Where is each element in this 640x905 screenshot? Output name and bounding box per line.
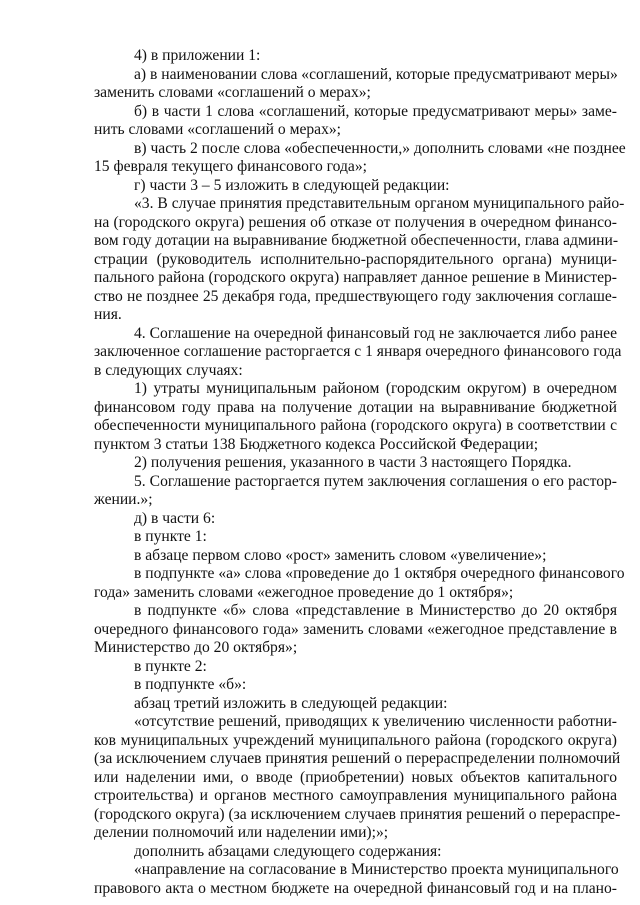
text-line: вом году дотации на выравнивание бюджетной обеспеченности, глава админи- [94,232,619,249]
text-line: правового акта о местном бюджете на очередной финансовый год и на плано- [94,879,617,897]
text-line: года» заменить словами «ежегодное проведение до 1 октября»; [94,583,514,601]
text-line: строительства) и органов местного самоуправления муниципального района [94,787,617,804]
text-line: в) часть 2 после слова «обеспеченности,» дополнить словами «не позднее [134,139,626,157]
text-line: а) в наименовании слова «соглашений, которые предусматривают меры» [134,65,618,83]
text-line: в следующих случаях: [94,361,243,379]
text-line: ство не позднее 25 декабря года, предшествующего году заключения соглаше- [94,287,617,305]
text-line: «отсутствие решений, приводящих к увеличению численности работни- [134,713,617,730]
text-line: Министерство до 20 октября»; [94,639,298,656]
text-line: в подпункте «а» слова «проведение до 1 октября очередного финансового [134,565,625,582]
text-line: «направление на согласование в Министерство проекта муниципального [134,861,619,878]
text-line: г) части 3 – 5 изложить в следующей редакции: [134,176,450,194]
text-line: на (городского округа) решения об отказе от получения в очередном финансо- [94,213,617,231]
text-line: ния. [94,306,122,323]
text-line: (городского округа) (за исключением случаев принятия решений о перераспре- [94,805,621,823]
text-line: б) в части 1 слова «соглашений, которые предусматривают меры» заме- [134,102,617,120]
text-line: пунктом 3 статьи 138 Бюджетного кодекса Российской Федерации; [94,435,539,453]
text-line: ков муниципальных учреждений муниципального района (городского округа) [94,731,617,749]
text-line: 4. Соглашение на очередной финансовый год не заключается либо ранее [134,324,617,342]
text-line: обеспеченности муниципального района (городского округа) в соответствии с [94,417,617,434]
text-line: д) в части 6: [134,509,216,527]
text-line: абзац третий изложить в следующей редакции: [134,694,448,712]
text-line: в подпункте «б»: [134,676,247,693]
text-line: 5. Соглашение расторгается путем заключения соглашения о его растор- [134,472,617,490]
text-line: 15 февраля текущего финансового года»; [94,158,367,175]
text-line: 2) получения решения, указанного в части 3 настоящего Порядка. [134,454,572,471]
text-line: нить словами «соглашений о мерах»; [94,121,342,138]
text-line: 1) утраты муниципальным районом (городским округом) в очередном [134,380,617,397]
text-line: 4) в приложении 1: [134,47,261,64]
text-line: в абзаце первом слово «рост» заменить словом «увеличение»; [134,546,547,564]
text-line: финансовом году права на получение дотации на выравнивание бюджетной [94,398,617,416]
text-line: в подпункте «б» слова «представление в Министерство до 20 октября [134,602,617,619]
text-line: заменить словами «соглашений о мерах»; [94,84,371,101]
text-line: очередного финансового года» заменить словами «ежегодное представление в [94,620,617,638]
text-line: страции (руководитель исполнительно-распорядительного органа) муници- [94,250,617,268]
text-line: заключенное соглашение расторгается с 1 января очередного финансового года [94,343,622,360]
text-line: делении полномочий или наделении ими);»; [94,824,389,841]
text-line: в пункте 2: [134,657,207,675]
text-line: или наделении ими, о вводе (приобретении) новых объектов капитального [94,768,617,786]
text-line: (за исключением случаев принятия решений о перераспределении полномочий [94,750,621,767]
text-line: в пункте 1: [134,528,207,545]
text-line: «3. В случае принятия представительным органом муниципального райо- [134,195,625,212]
text-line: жении.»; [94,491,153,508]
text-line: дополнить абзацами следующего содержания: [134,842,442,860]
text-line: пального района (городского округа) направляет данное решение в Министер- [94,269,617,286]
